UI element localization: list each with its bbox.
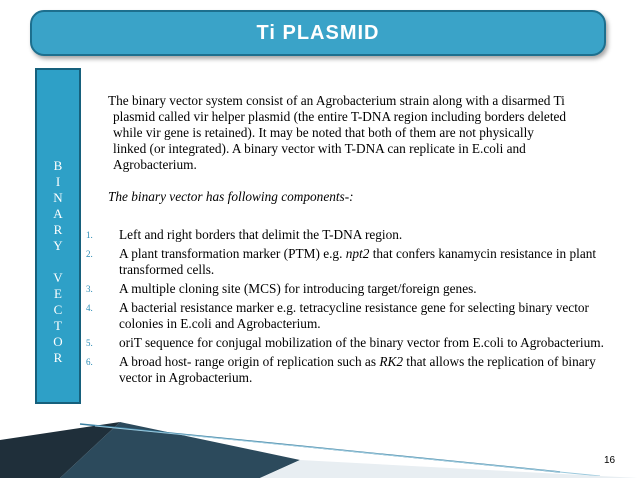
item-text-tail: that confers kanamycin resistance in plant transformed cells. <box>119 246 597 277</box>
side-letters <box>37 158 79 366</box>
side-letter <box>37 254 79 270</box>
list-number: 5. <box>86 338 93 348</box>
side-letter: O <box>53 334 63 349</box>
components-list <box>86 227 606 389</box>
side-bar <box>35 68 81 404</box>
side-letter: I <box>55 174 61 189</box>
components-heading: The binary vector has following components-: <box>108 189 354 204</box>
list-item <box>86 281 606 297</box>
side-letter: V <box>53 270 63 285</box>
slide-title: Ti PLASMID <box>256 22 380 44</box>
intro-paragraph <box>108 93 608 173</box>
side-letter: T <box>54 318 62 333</box>
list-number: 2. <box>86 249 93 259</box>
item-text: A plant transformation marker (PTM) e.g. <box>119 246 346 261</box>
side-letter: E <box>54 286 62 301</box>
intro-line: linked (or integrated). A binary vector with T-DNA can replicate in E.coli and <box>113 141 526 156</box>
item-emphasis: RK2 <box>379 354 403 369</box>
item-text: oriT sequence for conjugal mobilization of the binary vector from E.coli to Agrobacterium. <box>119 335 604 350</box>
list-item <box>86 354 606 386</box>
list-number: 1. <box>86 230 93 240</box>
item-text: Left and right borders that delimit the T-DNA region. <box>119 227 403 242</box>
item-text-tail: that allows the replication of binary vector in Agrobacterium. <box>119 354 596 385</box>
side-letter: B <box>53 158 63 173</box>
list-item <box>86 227 606 243</box>
side-letter: R <box>53 350 63 365</box>
side-letter: Y <box>53 238 63 253</box>
list-item <box>86 300 606 332</box>
page-number: 16 <box>604 455 616 466</box>
list-number: 6. <box>86 357 93 367</box>
side-letter: A <box>53 206 63 221</box>
footer-decoration <box>0 400 638 478</box>
list-number: 4. <box>86 303 93 313</box>
list-item <box>86 246 606 278</box>
side-letter: C <box>53 302 63 317</box>
intro-line: Agrobacterium. <box>113 157 197 172</box>
list-number: 3. <box>86 284 93 294</box>
item-emphasis: npt2 <box>345 246 370 261</box>
intro-line: while vir gene is retained). It may be noted that both of them are not physically <box>113 125 534 140</box>
intro-line: The binary vector system consist of an Agrobacterium strain along with a disarmed Ti <box>108 93 565 108</box>
footer-light-wedge <box>260 460 638 478</box>
intro-line: plasmid called vir helper plasmid (the entire T-DNA region including borders deleted <box>113 109 567 124</box>
side-letter: N <box>53 190 63 205</box>
title-banner <box>30 10 606 56</box>
item-text: A multiple cloning site (MCS) for introducing target/foreign genes. <box>119 281 477 296</box>
item-text: A bacterial resistance marker e.g. tetracycline resistance gene for selecting binary vector colonies in E.coli and Agrobacterium. <box>119 300 589 331</box>
side-letter: R <box>53 222 63 237</box>
list-item <box>86 335 606 351</box>
item-text: A broad host- range origin of replication such as <box>119 354 380 369</box>
